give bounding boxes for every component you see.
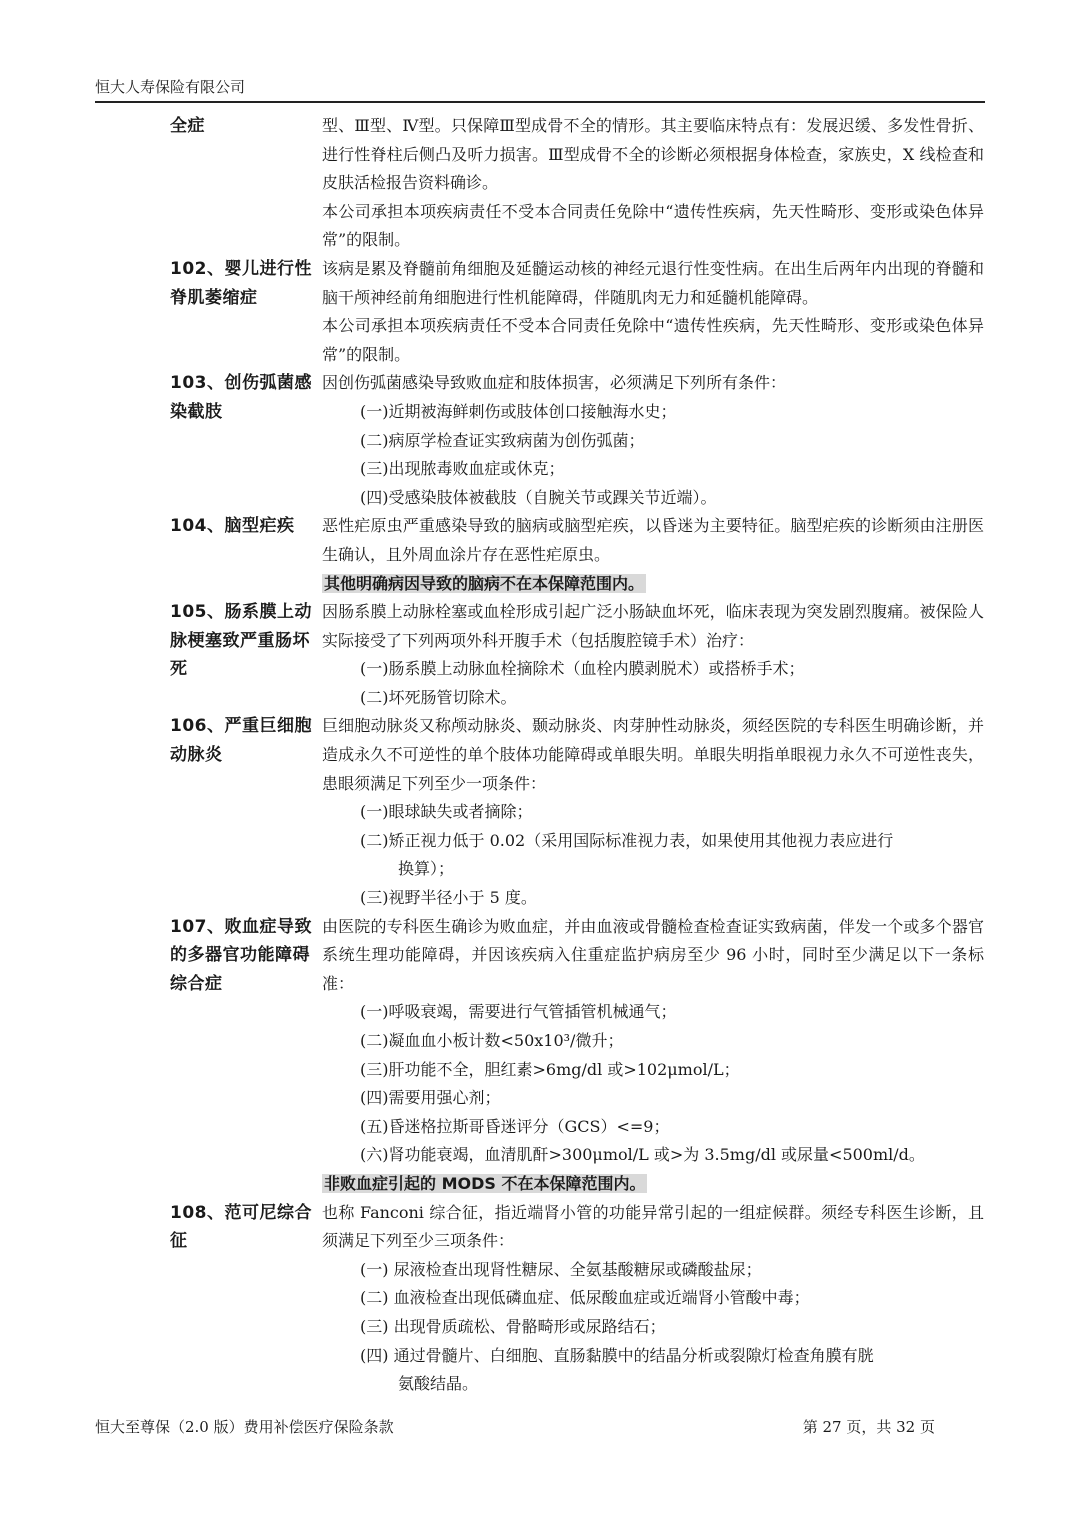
clause-paragraph: 因创伤弧菌感染导致败血症和肢体损害，必须满足下列所有条件： bbox=[322, 373, 787, 393]
clause-term: 106、严重巨细胞动脉炎 bbox=[170, 716, 312, 766]
condition-item-text: (二)矫正视力低于 0.02（采用国际标准视力表，如果使用其他视力表应进行 bbox=[360, 830, 894, 850]
condition-item-continuation: 换算）； bbox=[398, 859, 455, 879]
page-number: 第 27 页，共 32 页 bbox=[802, 1418, 935, 1436]
clause-entry bbox=[170, 1199, 990, 1399]
page-footer bbox=[95, 1416, 935, 1438]
condition-item bbox=[322, 1342, 984, 1399]
clause-term: 全症 bbox=[170, 116, 205, 136]
clause-description bbox=[322, 369, 984, 512]
clause-entry bbox=[170, 112, 990, 255]
condition-item: (四)受感染肢体被截肢（自腕关节或踝关节近端）。 bbox=[360, 487, 717, 507]
clause-entry bbox=[170, 913, 990, 1199]
clause-term: 102、婴儿进行性脊肌萎缩症 bbox=[170, 258, 312, 308]
clause-description bbox=[322, 112, 984, 255]
clause-paragraph: 型、Ⅲ型、Ⅳ型。只保障Ⅲ型成骨不全的情形。其主要临床特点有：发展迟缓、多发性骨折、进行性脊柱后侧凸及听力损害。Ⅲ型成骨不全的诊断必须根据身体检查，家族史，X 线检查和皮肤活检报告资料确诊。 bbox=[322, 116, 984, 193]
condition-item: (一)呼吸衰竭，需要进行气管插管机械通气； bbox=[360, 1002, 677, 1022]
condition-item: (一)肠系膜上动脉血栓摘除术（血栓内膜剥脱术）或搭桥手术； bbox=[360, 659, 805, 679]
clause-term: 103、创伤弧菌感染截肢 bbox=[170, 373, 312, 422]
company-name: 恒大人寿保险有限公司 bbox=[95, 78, 246, 96]
clause-description bbox=[322, 255, 984, 369]
condition-item: (五)昏迷格拉斯哥昏迷评分（GCS）<=9； bbox=[360, 1116, 670, 1136]
condition-item: (四)需要用强心剂； bbox=[360, 1088, 501, 1108]
clause-entry bbox=[170, 712, 990, 912]
clause-description bbox=[322, 712, 984, 912]
condition-item: (三)出现脓毒败血症或休克； bbox=[360, 459, 565, 479]
clause-paragraph: 该病是累及脊髓前角细胞及延髓运动核的神经元退行性变性病。在出生后两年内出现的脊髓和脑干颅神经前角细胞进行性机能障碍，伴随肌肉无力和延髓机能障碍。 bbox=[322, 258, 984, 307]
clause-description bbox=[322, 1199, 984, 1399]
condition-item: (一)眼球缺失或者摘除； bbox=[360, 802, 533, 822]
clause-paragraph: 本公司承担本项疾病责任不受本合同责任免除中“遗传性疾病，先天性畸形、变形或染色体异常”的限制。 bbox=[322, 201, 984, 250]
condition-item: (一)近期被海鲜刺伤或肢体创口接触海水史； bbox=[360, 401, 677, 421]
highlighted-text: 其他明确病因导致的脑病不在本保障范围内。 bbox=[324, 573, 645, 593]
clause-entry bbox=[170, 598, 990, 712]
clause-paragraph: 本公司承担本项疾病责任不受本合同责任免除中“遗传性疾病，先天性畸形、变形或染色体异常”的限制。 bbox=[322, 316, 984, 364]
condition-item: (三) 出现骨质疏松、骨骼畸形或尿路结石； bbox=[360, 1316, 666, 1336]
clause-term: 107、败血症导致的多器官功能障碍综合症 bbox=[170, 916, 312, 994]
page-header bbox=[95, 76, 985, 103]
condition-item: (二) 血液检查出现低磷血症、低尿酸血症或近端肾小管酸中毒； bbox=[360, 1288, 810, 1308]
condition-item: (二)凝血血小板计数<50x10³/微升； bbox=[360, 1031, 624, 1050]
clause-paragraph: 由医院的专科医生确诊为败血症，并由血液或骨髓检查检查证实致病菌，伴发一个或多个器官系统生理功能障碍，并因该疾病入住重症监护病房至少 96 小时，同时至少满足以下一条标准： bbox=[322, 916, 984, 993]
condition-item: (三)视野半径小于 5 度。 bbox=[360, 888, 537, 908]
clause-term: 105、肠系膜上动脉梗塞致严重肠坏死 bbox=[170, 602, 312, 680]
clause-entry bbox=[170, 255, 990, 369]
clause-entry bbox=[170, 369, 990, 512]
condition-item: (六)肾功能衰竭，血清肌酐>300μmol/L 或>为 3.5mg/dl 或尿量<500ml/d。 bbox=[360, 1145, 925, 1165]
condition-item bbox=[322, 827, 984, 884]
exclusion-note bbox=[322, 1170, 984, 1199]
clause-description bbox=[322, 913, 984, 1199]
clause-list bbox=[170, 112, 990, 1399]
clause-term: 104、脑型疟疾 bbox=[170, 516, 295, 537]
clause-entry bbox=[170, 512, 990, 598]
condition-item: (三)肝功能不全，胆红素>6mg/dl 或>102μmol/L； bbox=[360, 1059, 740, 1079]
clause-paragraph: 巨细胞动脉炎又称颅动脉炎、颞动脉炎、肉芽肿性动脉炎，须经医院的专科医生明确诊断，并造成永久不可逆性的单个肢体功能障碍或单眼失明。单眼失明指单眼视力永久不可逆性丧失，患眼须满足下列至少一项条件： bbox=[322, 716, 984, 793]
clause-paragraph: 恶性疟原虫严重感染导致的脑病或脑型疟疾，以昏迷为主要特征。脑型疟疾的诊断须由注册医生确认，且外周血涂片存在恶性疟原虫。 bbox=[322, 516, 984, 564]
clause-paragraph: 因肠系膜上动脉栓塞或血栓形成引起广泛小肠缺血坏死，临床表现为突发剧烈腹痛。被保险人实际接受了下列两项外科开腹手术（包括腹腔镜手术）治疗： bbox=[322, 602, 984, 650]
clause-term: 108、范可尼综合征 bbox=[170, 1202, 312, 1252]
exclusion-note bbox=[322, 570, 984, 599]
highlighted-text: 非败血症引起的 MODS 不在本保障范围内。 bbox=[324, 1173, 646, 1193]
clause-description bbox=[322, 598, 984, 712]
clause-description bbox=[322, 512, 984, 598]
condition-item: (二)坏死肠管切除术。 bbox=[360, 687, 517, 707]
condition-item: (一) 尿液检查出现肾性糖尿、全氨基酸糖尿或磷酸盐尿； bbox=[360, 1259, 762, 1279]
condition-item-continuation: 氨酸结晶。 bbox=[398, 1374, 479, 1394]
clause-paragraph: 也称 Fanconi 综合征，指近端肾小管的功能异常引起的一组症候群。须经专科医生诊断，且须满足下列至少三项条件： bbox=[322, 1202, 984, 1251]
condition-item-text: (四) 通过骨髓片、白细胞、直肠黏膜中的结晶分析或裂隙灯检查角膜有胱 bbox=[360, 1345, 874, 1365]
document-title: 恒大至尊保（2.0 版）费用补偿医疗保险条款 bbox=[95, 1418, 394, 1436]
condition-item: (二)病原学检查证实致病菌为创伤弧菌； bbox=[360, 430, 645, 450]
